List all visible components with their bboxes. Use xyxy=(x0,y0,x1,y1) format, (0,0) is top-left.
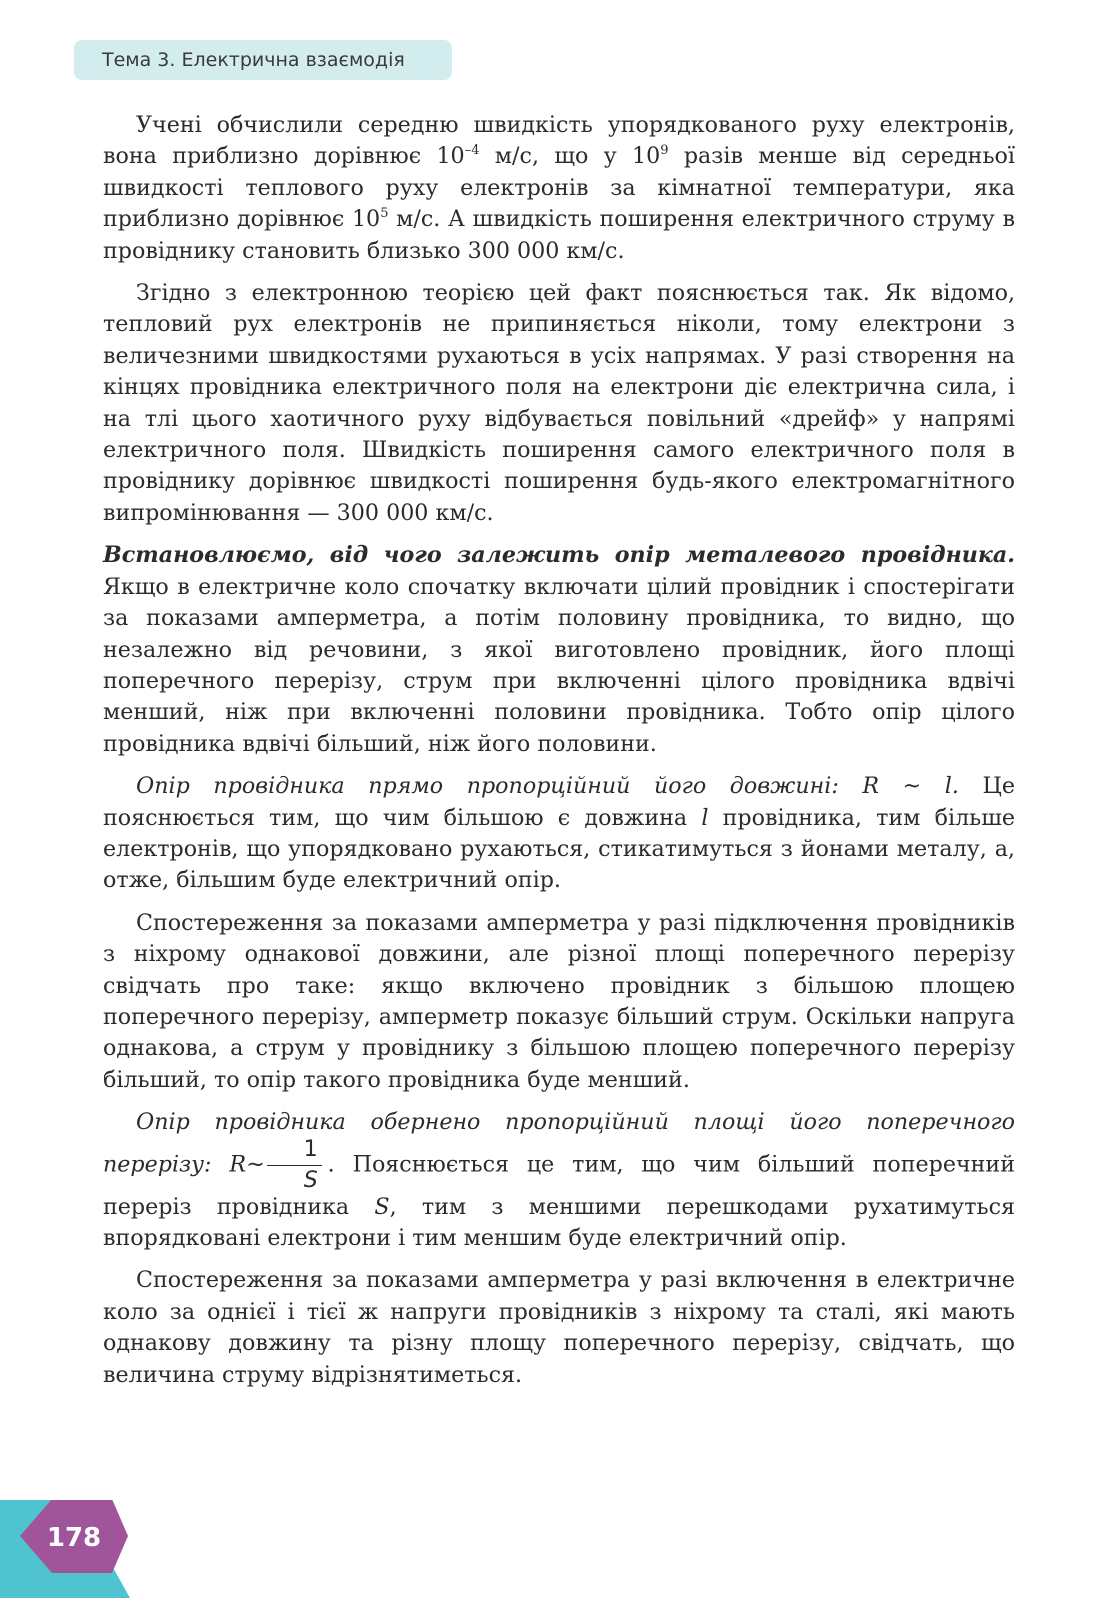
variable-s: S xyxy=(374,1193,390,1220)
exponent: 5 xyxy=(380,206,389,222)
exponent: –4 xyxy=(464,143,480,159)
section-title: Тема 3. Електрична взаємодія xyxy=(102,49,405,71)
fraction-numerator: 1 xyxy=(267,1139,322,1166)
paragraph-1 xyxy=(103,110,1015,267)
paragraph-7: Спостереження за показами амперметра у разі включення в електричне коло за однієї і тієї ж напруги провідників з ніхрому та сталі, які мають однакову довжину та різну площу поперечного перерізу, свідчать, що величина струму відрізнятиметься. xyxy=(103,1267,1015,1388)
text: Якщо в електричне коло спочатку включати цілий провідник і спостерігати за показами амперметра, а потім половину провідника, то видно, що незалежно від речовини, з якої виготовлено провідник, його площі поперечного перерізу, струм при включенні цілого провідника вдвічі менший, ніж при включенні половини провідника. Тобто опір цілого провідника вдвічі більший, ніж його половини. xyxy=(103,573,1015,757)
text: , тим з меншими перешкодами рухатимуться впорядковані електрони і тим меншим буде електричний опір. xyxy=(103,1193,1015,1251)
variable-l: l xyxy=(701,804,709,831)
main-text xyxy=(103,110,1015,1402)
italic-statement: Опір провідника прямо пропорційний його довжині: R ~ l. xyxy=(136,773,959,800)
text: . xyxy=(327,1151,335,1178)
text: провідника, тим більше електронів, що упорядковано рухаються, стикатимуться з йонами металу, а, отже, більшим буде електричний опір. xyxy=(103,804,1015,894)
page-number: 178 xyxy=(46,1523,102,1553)
section-header xyxy=(74,40,452,80)
text: м/с. А швидкість поширення електричного струму в провіднику становить близько 300 000 км/с. xyxy=(103,206,1015,264)
paragraph-2: Згідно з електронною теорією цей факт пояснюється так. Як відомо, тепловий рух електронів не припиняється ніколи, тому електрони з величезними швидкостями рухаються в усіх напрямах. У разі створення на кінцях провідника електричного поля на електрони діє електрична сила, і на тлі цього хаотичного руху відбувається повільний «дрейф» у напрямі електричного поля. Швидкість поширення самого електричного поля в провіднику дорівнює швидкості поширення будь-якого електромагнітного випромінювання — 300 000 км/с. xyxy=(103,280,1015,526)
paragraph-4 xyxy=(103,771,1015,897)
text: Це пояснюється тим, що чим більшою є довжина xyxy=(103,773,1015,831)
text: Пояснюється це тим, що чим більший поперечний переріз провідника xyxy=(103,1151,1015,1220)
exponent: 9 xyxy=(660,143,669,159)
fraction-denominator: S xyxy=(303,1167,318,1193)
paragraph-3 xyxy=(103,540,1015,760)
text: Учені обчислили середню швидкість упорядкованого руху електронів, вона приблизно дорівнює 10 xyxy=(103,112,1015,170)
tilde: ~ xyxy=(246,1151,265,1178)
italic-statement: Опір провідника обернено пропорційний площі його поперечного перерізу: R xyxy=(103,1109,1015,1178)
paragraph-6 xyxy=(103,1107,1015,1254)
bold-heading: Встановлюємо, від чого залежить опір металевого провідника. xyxy=(103,542,1015,569)
fraction xyxy=(267,1136,322,1193)
page-corner-decoration xyxy=(0,1500,130,1598)
text: м/с, що у 10 xyxy=(479,143,661,170)
paragraph-5: Спостереження за показами амперметра у разі підключення провідників з ніхрому однакової довжини, але різної площі поперечного перерізу свідчать про таке: якщо включено провідник з більшою площею поперечного перерізу, амперметр показує більший струм. Оскільки напруга однакова, а струм у провіднику з більшою площею поперечного перерізу більший, то опір такого провідника буде менший. xyxy=(103,909,1015,1093)
text: разів менше від середньої швидкості теплового руху електронів за кімнатної температури, яка приблизно дорівнює 10 xyxy=(103,143,1015,233)
